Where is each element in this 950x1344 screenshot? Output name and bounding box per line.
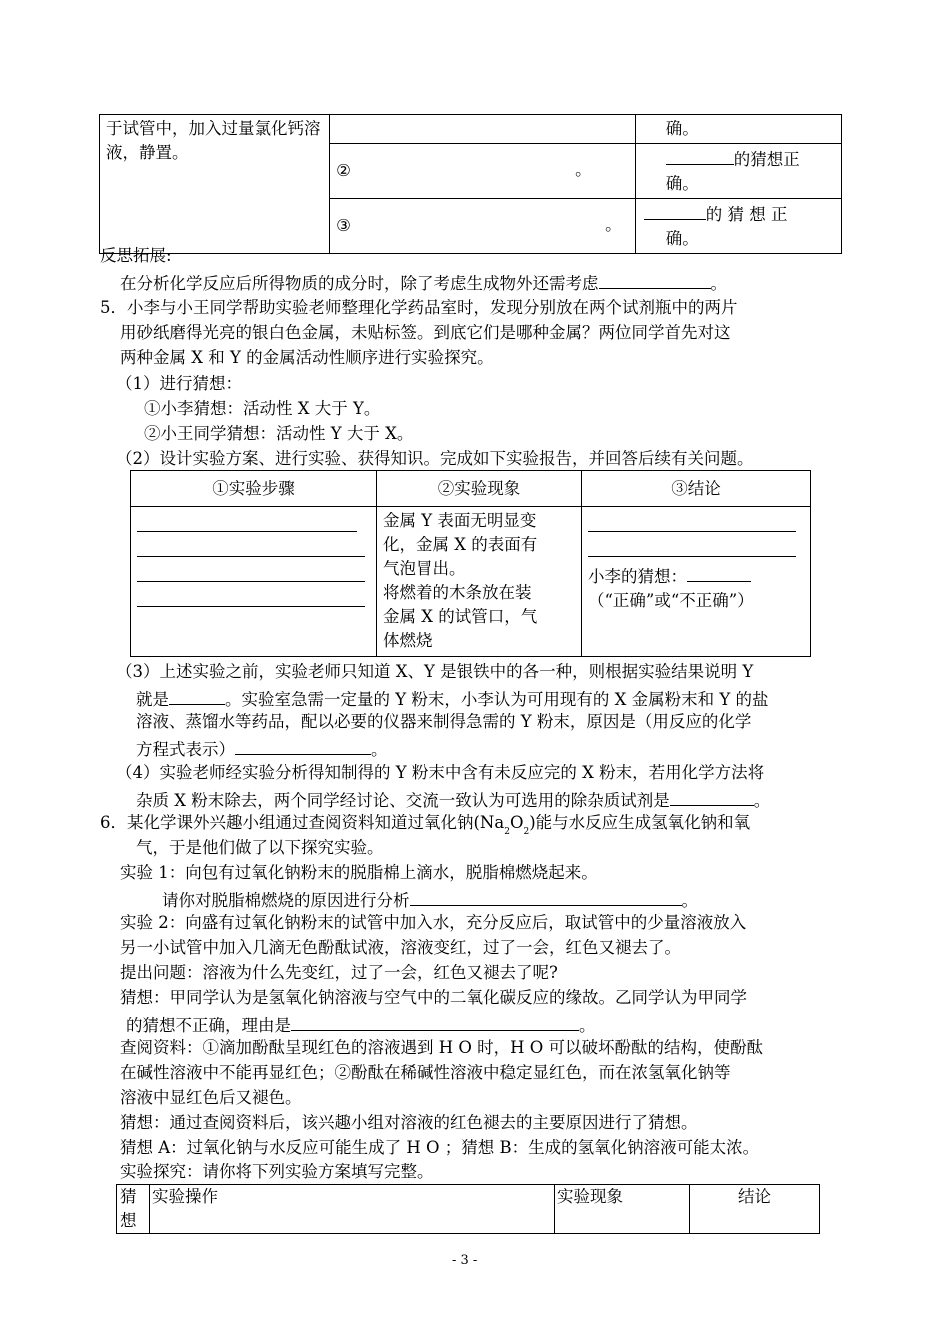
steps-blank-3[interactable]: [137, 561, 365, 582]
q5-part-3-line-2: [136, 686, 769, 711]
steps-blank-4[interactable]: [137, 586, 365, 607]
combustion-reason-blank[interactable]: [410, 887, 682, 906]
q6-line-2: 气，于是他们做了以下探究实验。: [136, 838, 384, 857]
answer-blank-guess-3[interactable]: [644, 201, 706, 220]
q5-part-3-line-4: [136, 736, 388, 761]
reflect-title: 反思拓展:: [100, 246, 172, 265]
q6-guess-reason-label: 的猜想不正确，理由是: [126, 1016, 291, 1035]
result-text-1: 确。: [665, 119, 699, 138]
phenomenon-line-2: 化，金属 X 的表面有: [383, 535, 538, 554]
reflect-answer-blank[interactable]: [599, 270, 711, 289]
steps-blank-1[interactable]: [137, 511, 357, 532]
q5-part-4-text: 杂质 X 粉末除去，两个同学经讨论、交流一致认为可选用的除杂质试剂是: [136, 791, 670, 810]
page-number: - 3 -: [452, 1253, 478, 1268]
reflect-text: [120, 270, 727, 295]
header-observation: 实验现象: [555, 1185, 690, 1234]
header-operation: 实验操作: [150, 1185, 555, 1234]
q6-exp-2-line-1: 实验 2：向盛有过氧化钠粉末的试管中加入水，充分反应后，取试管中的少量溶液放入: [120, 913, 747, 932]
phenomenon-cell: [377, 507, 582, 657]
operation-text: 于试管中，加入过量氯化钙溶液，静置。: [106, 119, 321, 162]
q6-question: 提出问题：溶液为什么先变红，过了一会，红色又褪去了呢?: [120, 963, 558, 982]
q6-line-1a: 6．某化学课外兴趣小组通过查阅资料知道过氧化钠(Na: [100, 813, 505, 832]
answer-cell-3[interactable]: [330, 199, 636, 254]
conclusion-hint: （“正确”或“不正确”）: [588, 591, 754, 610]
reflect-end: 。: [710, 274, 727, 293]
table-cell-operation: [100, 115, 330, 254]
result-cell-3: [635, 199, 841, 254]
top-result-table: [99, 114, 842, 254]
q6-guess-line-4: 猜想 A：过氧化钠与水反应可能生成了 H O ；猜想 B：生成的氢氧化钠溶液可能太浓。: [120, 1138, 760, 1157]
q5-guess-2: ②小王同学猜想：活动性 Y 大于 X。: [144, 424, 414, 443]
header-steps: ①实验步骤: [131, 471, 377, 507]
q6-exp-1-question: [162, 887, 698, 912]
q5-part-2: （2）设计实验方案、进行实验、获得知识。完成如下实验报告，并回答后续有关问题。: [116, 449, 754, 468]
result-text-3b: 确。: [665, 229, 699, 248]
q5-part-4-end: 。: [753, 791, 771, 810]
q6-sub-2: 2: [523, 827, 530, 837]
metal-y-blank[interactable]: [169, 686, 225, 705]
answer-blank-guess-2[interactable]: [666, 146, 734, 165]
q5-part-3-line-1: （3）上述实验之前，实验老师只知道 X、Y 是银铁中的各一种，则根据实验结果说明 Y: [116, 662, 754, 681]
result-text-3a: 的 猜 想 正: [705, 205, 788, 224]
q6-explore: 实验探究：请你将下列实验方案填写完整。: [120, 1162, 434, 1181]
conclusion-guess-label: 小李的猜想：: [588, 567, 687, 586]
phenomenon-line-5: 金属 X 的试管口，气: [383, 607, 538, 626]
item-marker-3: ③: [336, 216, 351, 235]
conclusion-cell: [582, 507, 811, 657]
experiment-report-table: [130, 470, 811, 657]
equation-blank[interactable]: [235, 736, 371, 755]
phenomenon-line-3: 气泡冒出。: [383, 559, 466, 578]
q6-guess-line-3: 猜想：通过查阅资料后，该兴趣小组对溶液的红色褪去的主要原因进行了猜想。: [120, 1113, 698, 1132]
q5-part-3-label-y: 就是: [136, 690, 169, 709]
result-text-2a: 的猜想正: [733, 150, 800, 169]
steps-cell[interactable]: [131, 507, 377, 657]
q5-part-4-line-1: （4）实验老师经实验分析得知制得的 Y 粉末中含有未反应完的 X 粉末，若用化学方法将: [116, 763, 765, 782]
steps-blank-2[interactable]: [137, 536, 365, 557]
answer-cell-1[interactable]: [330, 115, 636, 144]
q6-line-1c: )能与水反应生成氢氧化钠和氧: [529, 813, 751, 832]
q5-line-3: 两种金属 X 和 Y 的金属活动性顺序进行实验探究。: [120, 348, 494, 367]
conclusion-blank-1[interactable]: [588, 511, 796, 532]
q6-exp-1: 实验 1：向包有过氧化钠粉末的脱脂棉上滴水，脱脂棉燃烧起来。: [120, 863, 598, 882]
q6-reference-line-1: 查阅资料：①滴加酚酞呈现红色的溶液遇到 H O 时，H O 可以破坏酚酞的结构，使酚酞: [120, 1038, 764, 1057]
phenomenon-line-1: 金属 Y 表面无明显变: [383, 511, 537, 530]
item-end-3: 。: [605, 215, 622, 234]
conclusion-blank-2[interactable]: [588, 536, 796, 557]
conclusion-guess-row: [588, 563, 804, 589]
result-text-2b: 确。: [665, 174, 699, 193]
q6-reference-line-2: 在碱性溶液中不能再显红色；②酚酞在稀碱性溶液中稳定显红色，而在浓氢氧化钠等: [120, 1063, 731, 1082]
q5-part-3-equation-label: 方程式表示）: [136, 740, 235, 759]
q5-part-4-line-2: [136, 787, 770, 812]
phenomenon-line-6: 体燃烧: [383, 631, 433, 650]
q5-part-3-text: 。实验室急需一定量的 Y 粉末，小李认为可用现有的 X 金属粉末和 Y 的盐: [225, 690, 769, 709]
q6-reference-line-3: 溶液中显红色后又褪色。: [120, 1088, 302, 1107]
phenomenon-line-4: 将燃着的木条放在装: [383, 583, 532, 602]
result-cell-1: [635, 115, 841, 144]
item-marker-2: ②: [336, 161, 351, 180]
q5-part-3-line-3: 溶液、蒸馏水等药品，配以必要的仪器来制得急需的 Y 粉末，原因是（用反应的化学: [136, 712, 752, 731]
q6-sub-1: 2: [504, 827, 510, 837]
q6-guess-line-2: [126, 1012, 596, 1037]
result-cell-2: [635, 144, 841, 199]
reason-blank[interactable]: [291, 1012, 579, 1031]
q5-part-3-end: 。: [371, 740, 388, 759]
q6-line-1b: O: [509, 813, 524, 832]
q6-exp-2-line-2: 另一小试管中加入几滴无色酚酞试液，溶液变红，过了一会，红色又褪去了。: [120, 938, 681, 957]
reflect-text-body: 在分析化学反应后所得物质的成分时，除了考虑生成物外还需考虑: [120, 274, 599, 293]
q6-guess-line-1: 猜想：甲同学认为是氢氧化钠溶液与空气中的二氧化碳反应的缘故。乙同学认为甲同学: [120, 988, 747, 1007]
item-end-2: 。: [575, 160, 592, 179]
header-conclusion: ③结论: [582, 471, 811, 507]
q5-guess-1: ①小李猜想：活动性 X 大于 Y。: [144, 399, 381, 418]
q5-line-2: 用砂纸磨得光亮的银白色金属，未贴标签。到底它们是哪种金属？两位同学首先对这: [120, 323, 731, 342]
q6-guess-end: 。: [579, 1016, 596, 1035]
reagent-blank[interactable]: [670, 787, 754, 806]
header-phenomenon: ②实验现象: [377, 471, 582, 507]
conclusion-guess-blank[interactable]: [687, 563, 751, 582]
q6-line-1: [100, 812, 750, 837]
header-guess: 猜想: [117, 1185, 150, 1234]
q6-exp-1-question-text: 请你对脱脂棉燃烧的原因进行分析: [162, 891, 410, 910]
q5-part-1: （1）进行猜想：: [116, 374, 242, 393]
header-result: 结论: [690, 1185, 820, 1234]
answer-cell-2[interactable]: [330, 144, 636, 199]
q5-line-1: 5．小李与小王同学帮助实验老师整理化学药品室时，发现分别放在两个试剂瓶中的两片: [100, 298, 738, 317]
q6-exp-1-end: 。: [681, 891, 698, 910]
explore-table: [116, 1184, 820, 1234]
